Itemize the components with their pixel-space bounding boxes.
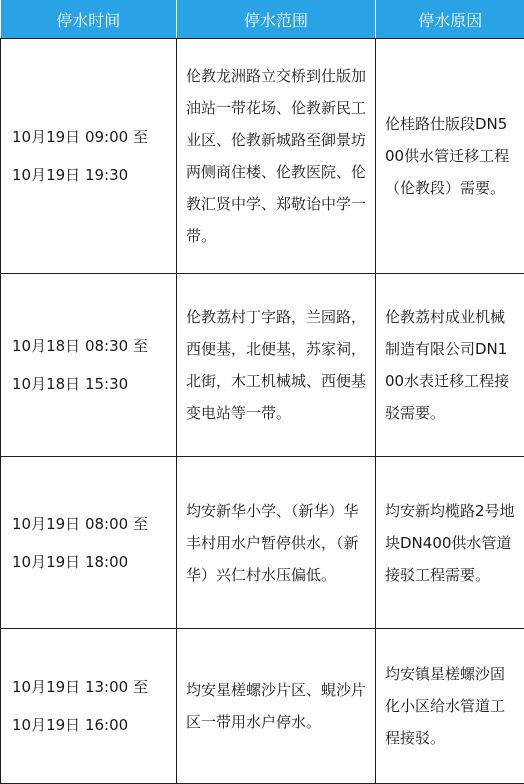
outage-reason-cell: 均安镇星槎螺沙固化小区给水管道工程接驳。 xyxy=(376,629,524,784)
outage-reason-cell: 均安新均榄路2号地块DN400供水管道接驳工程需要。 xyxy=(376,457,524,629)
outage-time-cell xyxy=(1,274,177,457)
header-outage-range: 停水范围 xyxy=(177,0,376,39)
time-start: 10月19日 09:00 至 xyxy=(12,118,172,156)
time-end: 10月19日 18:00 xyxy=(12,543,172,581)
outage-time-cell xyxy=(1,457,177,629)
time-end: 10月19日 19:30 xyxy=(12,156,172,194)
time-start: 10月19日 08:00 至 xyxy=(12,505,172,543)
table-row xyxy=(1,457,524,629)
outage-reason-cell: 伦教荔村成业机械制造有限公司DN100水表迁移工程接驳需要。 xyxy=(376,274,524,457)
table-header-row xyxy=(1,0,524,39)
table-row xyxy=(1,629,524,784)
time-start: 10月18日 08:30 至 xyxy=(12,327,172,365)
table-row xyxy=(1,39,524,274)
outage-range-cell: 伦教龙洲路立交桥到仕版加油站一带花场、伦教新民工业区、伦教新城路至御景坊两侧商住楼、伦教医院、伦教汇贤中学、郑敬诒中学一带。 xyxy=(177,39,376,274)
header-outage-reason: 停水原因 xyxy=(376,0,524,39)
time-end: 10月19日 16:00 xyxy=(12,706,172,744)
time-start: 10月19日 13:00 至 xyxy=(12,668,172,706)
outage-reason-cell: 伦桂路仕版段DN500供水管迁移工程（伦教段）需要。 xyxy=(376,39,524,274)
table-row xyxy=(1,274,524,457)
time-end: 10月18日 15:30 xyxy=(12,365,172,403)
header-outage-time: 停水时间 xyxy=(1,0,177,39)
outage-range-cell: 均安星槎螺沙片区、蜆沙片区一带用水户停水。 xyxy=(177,629,376,784)
outage-range-cell: 均安新华小学、（新华）华丰村用水户暂停供水，（新华）兴仁村水压偏低。 xyxy=(177,457,376,629)
outage-time-cell xyxy=(1,39,177,274)
outage-range-cell: 伦教荔村丁字路，兰园路，西便基，北便基，苏家祠，北街，木工机械城、西便基变电站等一带。 xyxy=(177,274,376,457)
outage-time-cell xyxy=(1,629,177,784)
